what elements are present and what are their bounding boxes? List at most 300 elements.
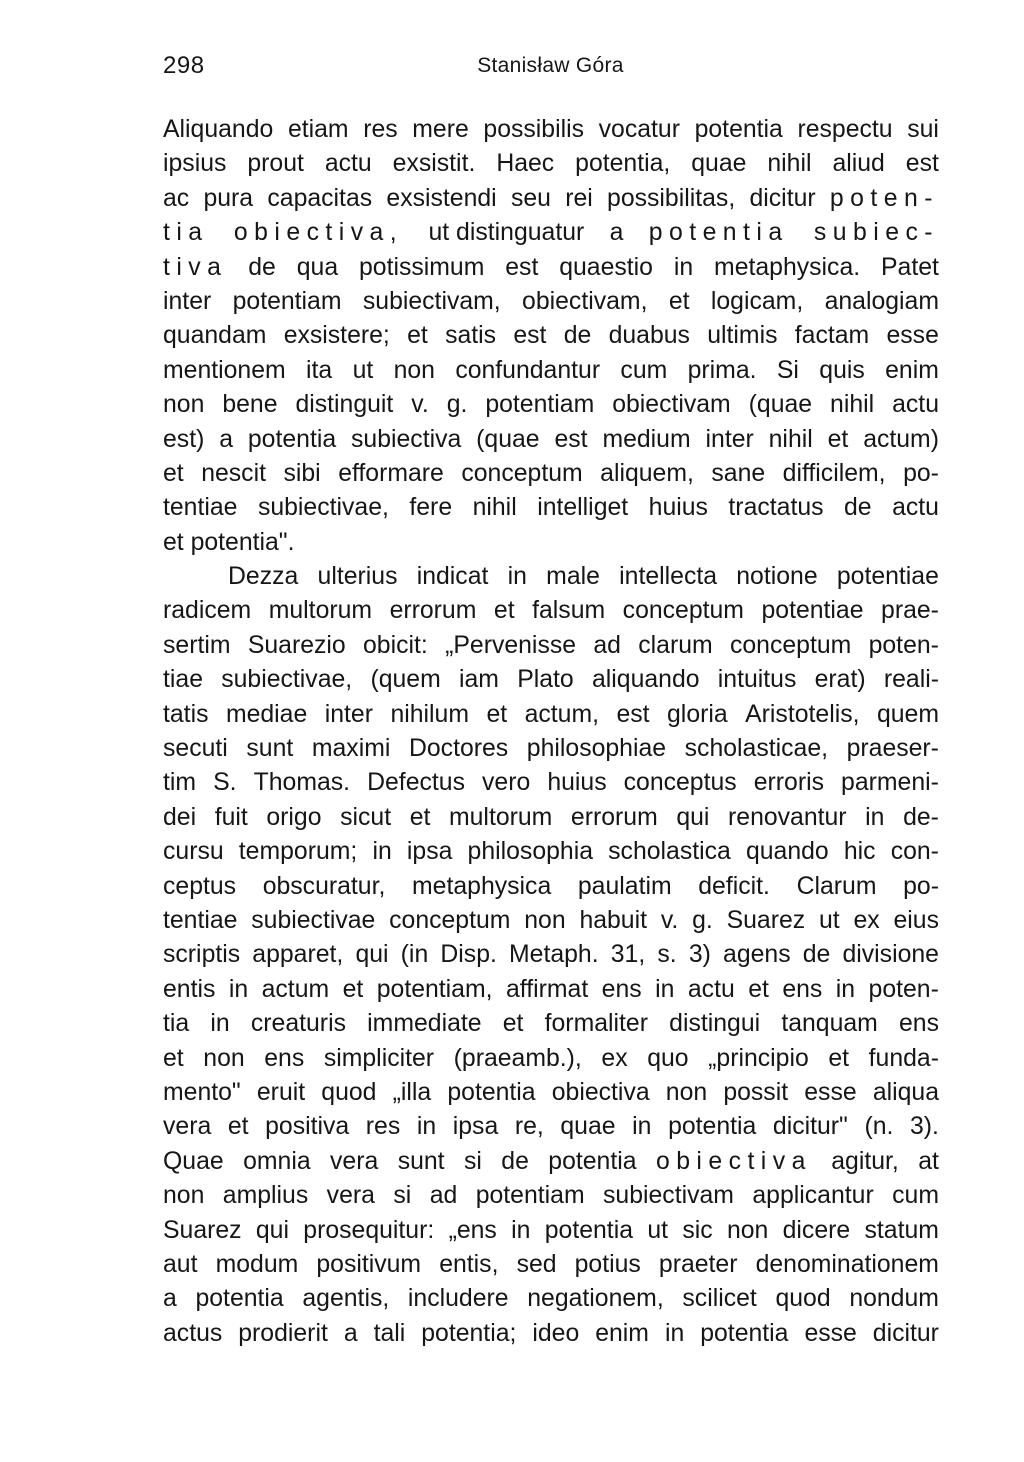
word: logicam, xyxy=(710,287,804,315)
word: quae xyxy=(691,150,747,178)
word: subiectivam, xyxy=(362,287,501,315)
word: tanquam xyxy=(781,1010,878,1038)
word: sunt xyxy=(397,1147,445,1175)
word: sui xyxy=(907,116,939,143)
word: potentiam, xyxy=(376,975,493,1003)
word: poten- xyxy=(868,631,939,659)
word: et xyxy=(827,425,849,453)
text-line xyxy=(163,319,939,353)
word: etiam xyxy=(287,116,349,143)
word: a xyxy=(219,425,234,453)
word: a xyxy=(609,219,624,247)
word: ens xyxy=(601,975,642,1003)
text-line xyxy=(163,904,939,938)
word: possibilis xyxy=(483,116,585,143)
word: tali xyxy=(373,1319,406,1347)
word: ens xyxy=(899,1010,939,1038)
word: scholastica xyxy=(608,838,731,866)
word: in xyxy=(228,975,249,1003)
word: quem xyxy=(876,700,939,728)
word: Doctores xyxy=(408,735,509,763)
text-line xyxy=(163,1145,939,1179)
word: Suarezio xyxy=(247,631,346,659)
word: Suarez xyxy=(163,1216,242,1244)
word: „principio xyxy=(708,1044,809,1072)
word: esse xyxy=(804,1078,857,1106)
word: vera xyxy=(163,1113,212,1141)
word: ipsa xyxy=(452,1113,499,1141)
word: actu xyxy=(892,391,939,419)
word: enim xyxy=(885,356,939,384)
word: potentiae xyxy=(761,597,864,625)
text-line xyxy=(163,629,939,663)
text-line xyxy=(163,182,939,216)
word: et potentia". xyxy=(163,528,295,556)
word: tiae xyxy=(163,666,203,694)
word: po- xyxy=(903,459,939,487)
word: nihil xyxy=(830,391,875,419)
word: et xyxy=(163,1044,184,1072)
word: sic xyxy=(682,1216,713,1244)
word: et xyxy=(493,597,515,625)
text-line xyxy=(163,1248,939,1282)
word: multorum xyxy=(448,803,553,831)
word: amplius xyxy=(222,1182,309,1210)
word: exsistere; xyxy=(283,322,390,350)
text-line xyxy=(163,251,939,285)
word: re, xyxy=(514,1113,544,1141)
word: habuit xyxy=(579,906,647,934)
word: sicut xyxy=(340,803,392,831)
word: parmeni- xyxy=(841,769,939,797)
word: confundantur xyxy=(455,356,601,384)
text-line xyxy=(163,938,939,972)
text-line xyxy=(163,526,939,560)
word: tia xyxy=(163,1010,190,1038)
word: ens xyxy=(782,975,823,1003)
word: sibi xyxy=(283,459,321,487)
word: obiectivam, xyxy=(522,287,648,315)
word: distingui xyxy=(669,1010,761,1038)
word: g. xyxy=(446,391,468,419)
word: sed xyxy=(516,1250,557,1278)
word: s. xyxy=(657,941,677,969)
word: conceptum xyxy=(389,906,511,934)
word: potentia, xyxy=(575,150,671,178)
word: maximi xyxy=(311,735,391,763)
text-line xyxy=(163,663,939,697)
word: paulatim xyxy=(577,872,672,900)
word: actu xyxy=(892,494,939,522)
word: nihil xyxy=(768,425,813,453)
word: ipsa xyxy=(406,838,453,866)
word: in xyxy=(835,975,856,1003)
word: ac xyxy=(163,184,190,212)
word: vera xyxy=(330,1147,379,1175)
word: potentia xyxy=(544,1216,633,1244)
text-line xyxy=(163,1282,939,1316)
word: aliqua xyxy=(872,1078,939,1106)
word: (praeamb.), xyxy=(453,1044,582,1072)
word: potentia xyxy=(447,1078,536,1106)
page-number: 298 xyxy=(163,52,205,79)
word: tatis xyxy=(163,700,209,728)
word: non xyxy=(163,1182,205,1210)
word: possibilitas, xyxy=(607,184,736,212)
word: formaliter xyxy=(544,1010,648,1038)
word: modum xyxy=(215,1250,299,1278)
word: intellecta xyxy=(619,563,718,591)
word: mere xyxy=(412,116,469,143)
word: (in xyxy=(400,941,429,969)
word: sunt xyxy=(246,735,294,763)
word: nihil xyxy=(472,494,517,522)
text-line xyxy=(163,491,939,525)
word: exsistit. xyxy=(392,150,476,178)
word: dei xyxy=(163,803,197,831)
word: funda- xyxy=(868,1044,939,1072)
word: non xyxy=(726,1216,769,1244)
word: inter xyxy=(163,287,212,315)
word: praeser- xyxy=(846,735,939,763)
paragraph xyxy=(163,113,939,560)
word: ulterius xyxy=(317,563,398,591)
word: deficit. xyxy=(698,872,770,900)
word: quaestio xyxy=(559,253,653,281)
word: notione xyxy=(736,563,818,591)
word: intelliget xyxy=(537,494,629,522)
word: subiectivae, xyxy=(221,666,353,694)
word: in xyxy=(865,803,885,831)
text-line xyxy=(163,1110,939,1144)
word: rei xyxy=(565,184,593,212)
word: Defectus xyxy=(367,769,465,797)
word: tiva xyxy=(163,253,228,281)
word: non xyxy=(163,391,205,419)
text-line xyxy=(163,423,939,457)
text-line xyxy=(163,285,939,319)
word: et xyxy=(407,322,428,350)
word: quae xyxy=(560,1113,616,1141)
word: Dezza xyxy=(228,563,299,591)
word: indicat xyxy=(416,563,489,591)
word: eius xyxy=(893,906,939,934)
running-header xyxy=(163,52,938,92)
word: erat) xyxy=(814,666,866,694)
word: factam xyxy=(794,322,870,350)
word: falsum xyxy=(532,597,606,625)
word: obiectiva xyxy=(655,1147,812,1175)
word: res xyxy=(363,116,398,143)
word: potissimum xyxy=(358,253,485,281)
word: Patet xyxy=(881,253,939,281)
text-line xyxy=(163,870,939,904)
word: (n. xyxy=(864,1113,894,1141)
word: Metaph. xyxy=(509,941,599,969)
word: potentia xyxy=(247,425,337,453)
word: intuitus xyxy=(717,666,797,694)
word: aut xyxy=(163,1250,198,1278)
word: actu xyxy=(324,150,372,178)
word: (quae xyxy=(748,391,813,419)
text-line xyxy=(163,1214,939,1248)
word: ut distinguatur xyxy=(428,219,585,247)
word: quod xyxy=(775,1285,831,1313)
word: de xyxy=(248,253,276,281)
word: potentiam xyxy=(232,287,342,315)
word: potentia xyxy=(668,1113,757,1141)
word: 31, xyxy=(610,941,646,969)
word: ipsius xyxy=(163,150,227,178)
word: potentiae xyxy=(836,563,939,591)
word: aliud xyxy=(832,150,885,178)
word: sane xyxy=(711,459,766,487)
word: analogiam xyxy=(824,287,939,315)
word: a xyxy=(163,1285,177,1313)
word: male xyxy=(546,563,600,591)
word: immediate xyxy=(367,1010,482,1038)
word: poten- xyxy=(829,184,939,212)
word: denominationem xyxy=(755,1250,939,1278)
text-line xyxy=(163,560,939,594)
word: scholasticae, xyxy=(684,735,829,763)
word: potentiam xyxy=(475,1182,585,1210)
word: medium xyxy=(602,425,691,453)
word: simpliciter xyxy=(323,1044,435,1072)
word: hic xyxy=(843,838,876,866)
word: Si xyxy=(776,356,799,384)
word: metaphysica xyxy=(412,872,552,900)
text-line xyxy=(163,457,939,491)
word: obiectivam xyxy=(612,391,731,419)
word: fere xyxy=(409,494,453,522)
word: in xyxy=(372,838,392,866)
word: vero xyxy=(482,769,531,797)
word: conceptum xyxy=(622,597,744,625)
word: et xyxy=(486,700,508,728)
word: Disp. xyxy=(440,941,497,969)
running-title: Stanisław Góra xyxy=(477,54,624,77)
word: conceptum xyxy=(461,459,583,487)
word: praeter xyxy=(658,1250,738,1278)
word: est xyxy=(505,253,539,281)
word: quando xyxy=(745,838,829,866)
word: est xyxy=(554,425,588,453)
word: „illa xyxy=(392,1078,432,1106)
word: divisione xyxy=(842,941,939,969)
word: subiec- xyxy=(813,219,939,247)
word: in xyxy=(416,1113,437,1141)
word: ex xyxy=(853,906,880,934)
word: prae- xyxy=(881,597,939,625)
word: renovantur xyxy=(728,803,847,831)
word: est xyxy=(513,322,547,350)
word: satis xyxy=(445,322,497,350)
word: non xyxy=(665,1078,708,1106)
word: in xyxy=(664,1319,685,1347)
word: fuit xyxy=(214,803,248,831)
word: huius xyxy=(547,769,607,797)
paragraph xyxy=(163,560,939,1351)
word: subiectivae, xyxy=(257,494,389,522)
word: Plato xyxy=(517,666,574,694)
page-body xyxy=(163,113,939,1351)
word: applicantur xyxy=(752,1182,874,1210)
word: obicit: xyxy=(363,631,428,659)
word: tentiae xyxy=(163,906,238,934)
word: actum xyxy=(261,975,330,1003)
text-line xyxy=(163,1007,939,1041)
word: bene xyxy=(222,391,278,419)
word: Aliquando xyxy=(163,116,274,143)
word: ut xyxy=(352,356,374,384)
word: Thomas. xyxy=(253,769,351,797)
word: 3) xyxy=(688,941,711,969)
word: poten- xyxy=(868,975,939,1003)
word: Clarum xyxy=(796,872,877,900)
word: erroris xyxy=(753,769,824,797)
word: a xyxy=(343,1319,358,1347)
word: difficilem, xyxy=(782,459,886,487)
word: inter xyxy=(705,425,754,453)
word: mediae xyxy=(225,700,308,728)
word: apparet, xyxy=(252,941,344,969)
word: in xyxy=(655,975,675,1003)
word: scilicet xyxy=(682,1285,757,1313)
text-line xyxy=(163,354,939,388)
word: potius xyxy=(574,1250,641,1278)
word: errorum xyxy=(570,803,658,831)
word: S. xyxy=(213,769,237,797)
word: est xyxy=(616,700,650,728)
text-line xyxy=(163,973,939,1007)
word: et xyxy=(748,975,769,1003)
word: multorum xyxy=(268,597,373,625)
word: nescit xyxy=(201,459,266,487)
word: dicitur xyxy=(749,184,816,212)
word: at xyxy=(918,1147,939,1175)
word: qui xyxy=(355,941,389,969)
word: qui xyxy=(255,1216,289,1244)
word: includere xyxy=(407,1285,509,1313)
word: g. xyxy=(692,906,713,934)
text-line xyxy=(163,766,939,800)
word: negationem, xyxy=(527,1285,664,1313)
word: quo xyxy=(647,1044,689,1072)
word: dicitur" xyxy=(772,1113,848,1141)
word: ut xyxy=(647,1216,668,1244)
word: subiectivam xyxy=(603,1182,734,1210)
word: v. xyxy=(411,391,429,419)
text-line xyxy=(163,698,939,732)
word: potentiam xyxy=(485,391,595,419)
word: tractatus xyxy=(728,494,824,522)
word: cum xyxy=(892,1182,939,1210)
word: ultimis xyxy=(707,322,778,350)
word: Suarez xyxy=(726,906,806,934)
word: entis, xyxy=(439,1250,499,1278)
word: prima. xyxy=(687,356,757,384)
word: errorum xyxy=(389,597,477,625)
word: actus xyxy=(163,1319,223,1347)
word: „ens xyxy=(448,1216,497,1244)
word: possit xyxy=(723,1078,789,1106)
word: vera xyxy=(326,1182,375,1210)
word: subiectiva xyxy=(351,425,462,453)
word: gloria xyxy=(667,700,728,728)
word: dicere xyxy=(782,1216,851,1244)
word: conceptum xyxy=(729,631,852,659)
word: subiectivae xyxy=(251,906,376,934)
word: positiva xyxy=(265,1113,350,1141)
word: aliquando xyxy=(591,666,700,694)
word: positivum xyxy=(316,1250,422,1278)
word: conceptus xyxy=(623,769,737,797)
text-line xyxy=(163,388,939,422)
word: aliquem, xyxy=(600,459,694,487)
word: est xyxy=(905,150,939,178)
word: de- xyxy=(903,803,939,831)
text-line xyxy=(163,1317,939,1351)
word: actum) xyxy=(863,425,939,453)
word: exsistendi xyxy=(386,184,497,212)
word: quandam xyxy=(163,322,267,350)
word: et xyxy=(227,1113,249,1141)
word: dicitur xyxy=(872,1319,939,1347)
text-line xyxy=(163,216,939,250)
text-line xyxy=(163,1179,939,1213)
word: in xyxy=(507,563,527,591)
word: res xyxy=(365,1113,401,1141)
word: Quae xyxy=(163,1147,224,1175)
word: prout xyxy=(247,150,304,178)
word: qui xyxy=(676,803,710,831)
word: de xyxy=(501,1147,529,1175)
word: temporum; xyxy=(238,838,358,866)
word: et xyxy=(409,803,431,831)
word: philosophiae xyxy=(526,735,667,763)
word: efformare xyxy=(338,459,444,487)
word: actum, xyxy=(524,700,600,728)
word: prodierit xyxy=(238,1319,328,1347)
word: capacitas xyxy=(267,184,373,212)
word: in xyxy=(210,1010,230,1038)
word: quod xyxy=(321,1078,377,1106)
word: si xyxy=(463,1147,482,1175)
word: si xyxy=(393,1182,412,1210)
word: ceptus xyxy=(163,872,237,900)
word: quis xyxy=(819,356,865,384)
word: metaphysica. xyxy=(714,253,861,281)
word: esse xyxy=(886,322,939,350)
word: et xyxy=(502,1010,524,1038)
word: clarum xyxy=(638,631,713,659)
word: nihilum xyxy=(390,700,469,728)
word: non xyxy=(524,906,566,934)
word: agens xyxy=(723,941,791,969)
word: potentia xyxy=(548,1147,637,1175)
word: con- xyxy=(890,838,939,866)
text-line xyxy=(163,113,939,147)
text-line xyxy=(163,835,939,869)
word: nondum xyxy=(849,1285,939,1313)
word: entis xyxy=(163,975,216,1003)
word: agitur, xyxy=(831,1147,899,1175)
word: radicem xyxy=(163,597,252,625)
word: non xyxy=(203,1044,245,1072)
word: Haec xyxy=(496,150,555,178)
word: ens xyxy=(264,1044,305,1072)
